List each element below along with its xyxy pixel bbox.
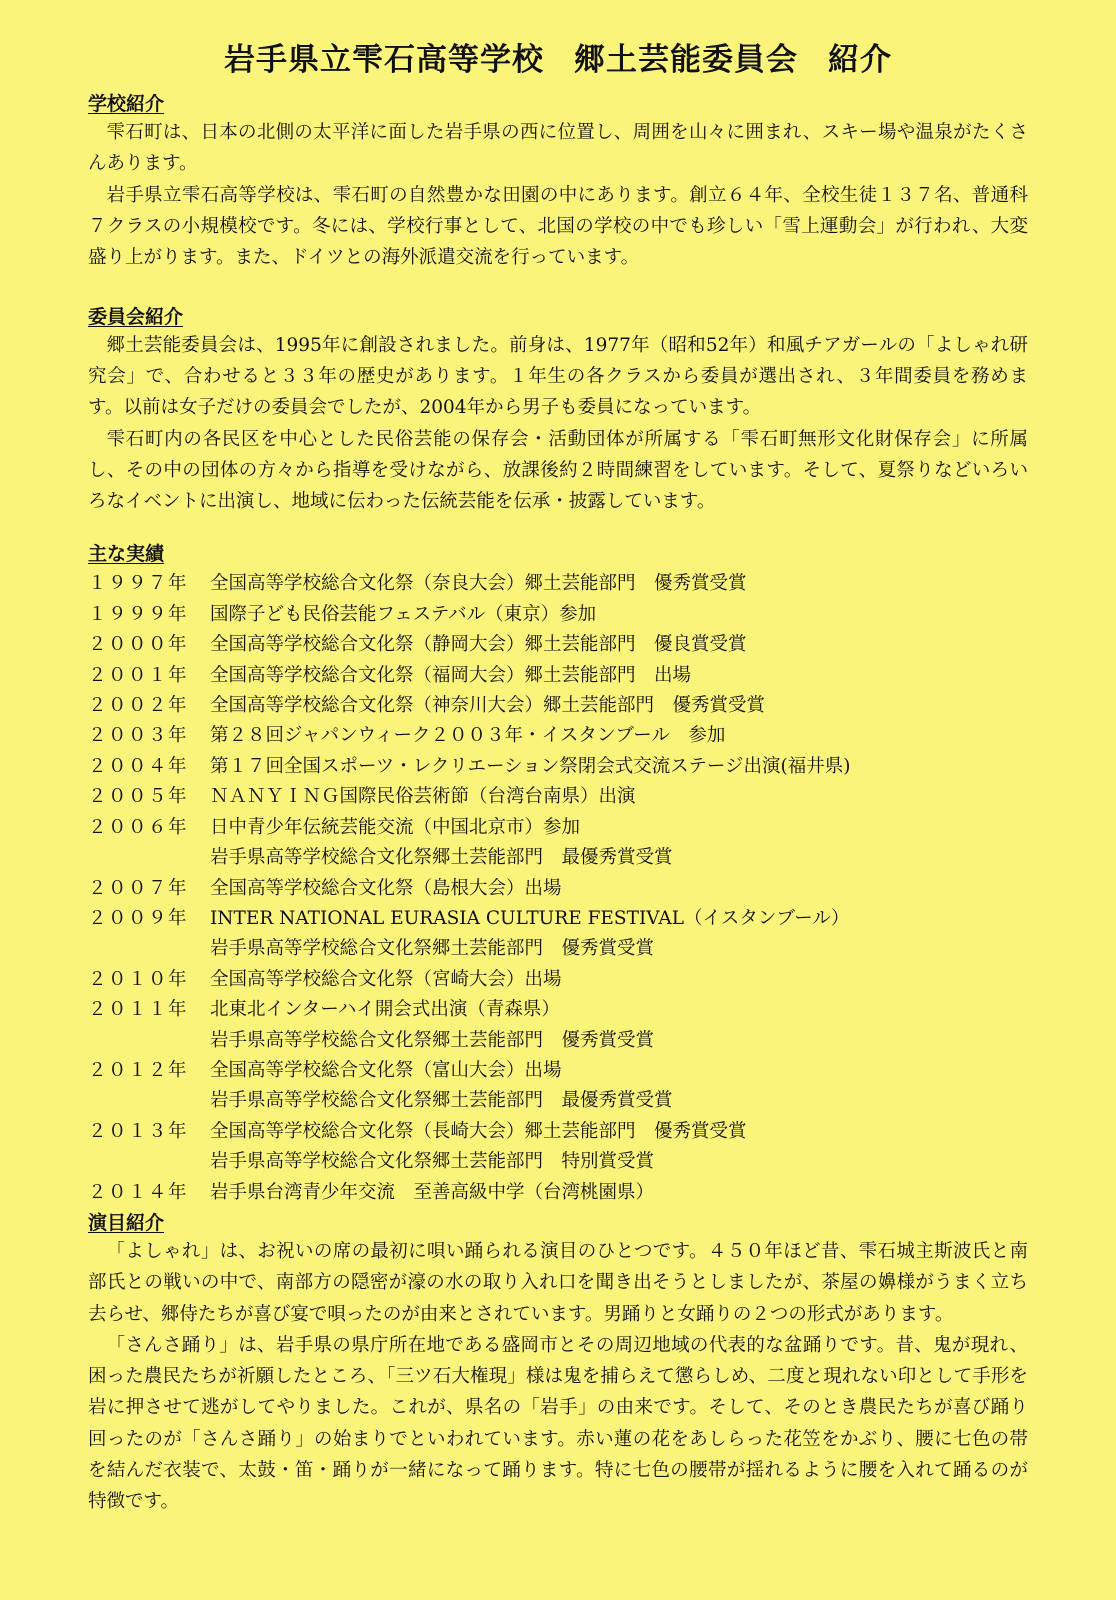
achievement-event: 岩手県高等学校総合文化祭郷土芸能部門 優秀賞受賞 [210, 938, 655, 960]
achievement-row [88, 782, 1028, 812]
achievement-year: ２０１３年 [88, 1120, 189, 1142]
achievement-row [88, 965, 1028, 995]
achievement-year: ２００６年 [88, 816, 189, 838]
achievement-year [88, 934, 210, 964]
document-title [88, 0, 1028, 79]
achievement-event: 岩手県高等学校総合文化祭郷土芸能部門 特別賞受賞 [210, 1151, 655, 1173]
achievement-event: 国際子ども民俗芸能フェステバル（東京）参加 [210, 603, 597, 625]
committee-paragraph: 雫石町内の各民区を中心とした民俗芸能の保存会・活動団体が所属する「雫石町無形文化財保存会」に所属し、その中の団体の方々から指導を受けながら、放課後約２時間練習をしています。そして、夏祭りなどいろいろなイベントに出演し、地域に伝わった伝統芸能を伝承・披露しています。 [88, 428, 1028, 513]
achievement-row [88, 1026, 1028, 1056]
achievement-year: ２００２年 [88, 695, 189, 717]
achievement-row [88, 874, 1028, 904]
achievement-event: ＮＡＮＹＩＮＧ国際民俗芸術節（台湾台南県）出演 [210, 786, 636, 808]
committee-paragraph: 郷土芸能委員会は、1995年に創設されました。前身は、1977年（昭和52年）和風チアガールの「よしゃれ研究会」で、合わせると３３年の歴史があります。１年生の各クラスから委員が選出され、３年間委員を務めます。以前は女子だけの委員会でしたが、2004年から男子も委員になっています。 [88, 334, 1028, 419]
achievement-year: １９９９年 [88, 603, 189, 625]
achievement-row [88, 904, 1028, 934]
achievement-year: ２００５年 [88, 786, 189, 808]
performances-paragraph: 「よしゃれ」は、お祝いの席の最初に唄い踊られる演目のひとつです。４５０年ほど昔、雫石城主斯波氏と南部氏との戦いの中で、南部方の隠密が濠の水の取り入れ口を聞き出そうとしましたが、茶屋の嬶様がうまく立ち去らせ、郷侍たちが喜び宴で唄ったのが由来とされています。男踊りと女踊りの２つの形式があります。 [88, 1240, 1028, 1325]
school-paragraph: 雫石町は、日本の北側の太平洋に面した岩手県の西に位置し、周囲を山々に囲まれ、スキー場や温泉がたくさんあります。 [88, 122, 1028, 175]
achievement-year: ２００３年 [88, 725, 189, 747]
achievement-event: 全国高等学校総合文化祭（富山大会）出場 [210, 1059, 562, 1081]
achievement-row [88, 934, 1028, 964]
achievement-row [88, 661, 1028, 691]
school-paragraph: 岩手県立雫石高等学校は、雫石町の自然豊かな田園の中にあります。創立６４年、全校生徒１３７名、普通科７クラスの小規模校です。冬には、学校行事として、北国の学校の中でも珍しい「雪上運動会」が行われ、大変盛り上がります。また、ドイツとの海外派遣交流を行っています。 [88, 184, 1028, 269]
achievement-row [88, 1056, 1028, 1086]
achievement-event: 全国高等学校総合文化祭（奈良大会）郷土芸能部門 優秀賞受賞 [210, 573, 747, 595]
achievement-year: ２０００年 [88, 634, 189, 656]
achievement-row [88, 1147, 1028, 1177]
achievement-event: 全国高等学校総合文化祭（静岡大会）郷土芸能部門 優良賞受賞 [210, 634, 747, 656]
achievement-year: ２０１１年 [88, 999, 189, 1021]
performances-paragraph: 「さんさ踊り」は、岩手県の県庁所在地である盛岡市とその周辺地域の代表的な盆踊りです。昔、鬼が現れ、困った農民たちが祈願したところ、「三ツ石大権現」様は鬼を捕らえて懲らしめ、二度と現れない印として手形を岩に押させて逃がしてやりました。これが、県名の「岩手」の由来です。そして、そのとき農民たちが喜び踊り回ったのが「さんさ踊り」の始まりでといわれています。赤い蓮の花をあしらった花笠をかぶり、腰に七色の帯を結んだ衣装で、太鼓・笛・踊りが一緒になって踊ります。特に七色の腰帯が揺れるように腰を入れて踊るのが特徴です。 [88, 1334, 1028, 1513]
achievement-year: ２００７年 [88, 877, 189, 899]
achievement-row [88, 691, 1028, 721]
achievements-list [88, 569, 1028, 1208]
achievement-event: 第１７回全国スポーツ・レクリエーション祭閉会式交流ステージ出演(福井県) [210, 755, 851, 777]
achievements-heading: 主な実績 [88, 543, 165, 566]
achievement-row [88, 813, 1028, 843]
school-section [88, 91, 1028, 273]
achievement-row [88, 721, 1028, 751]
achievement-event: 日中青少年伝統芸能交流（中国北京市）参加 [210, 816, 581, 838]
achievement-year [88, 1026, 210, 1056]
achievement-year: ２００１年 [88, 664, 189, 686]
achievement-event: 岩手県高等学校総合文化祭郷土芸能部門 最優秀賞受賞 [210, 847, 673, 869]
achievement-event: 北東北インターハイ開会式出演（青森県） [210, 999, 560, 1021]
achievement-row [88, 1086, 1028, 1116]
achievement-row [88, 752, 1028, 782]
achievement-year: ２００９年 [88, 907, 189, 929]
achievement-event: 岩手県高等学校総合文化祭郷土芸能部門 最優秀賞受賞 [210, 1090, 673, 1112]
school-heading: 学校紹介 [88, 93, 165, 116]
performances-section [88, 1210, 1028, 1518]
achievement-event: 岩手県台湾青少年交流 至善高級中学（台湾桃園県） [210, 1181, 655, 1203]
achievement-year: ２０１４年 [88, 1181, 189, 1203]
achievement-year: ２０１０年 [88, 968, 189, 990]
committee-heading: 委員会紹介 [88, 305, 184, 328]
achievement-year: １９９７年 [88, 573, 189, 595]
achievement-row [88, 630, 1028, 660]
achievement-event: INTER NATIONAL EURASIA CULTURE FESTIVAL（イスタンブール） [210, 907, 850, 929]
achievement-row [88, 1178, 1028, 1208]
achievement-year [88, 843, 210, 873]
achievement-year: ２０１２年 [88, 1059, 189, 1081]
achievement-event: 全国高等学校総合文化祭（神奈川大会）郷土芸能部門 優秀賞受賞 [210, 695, 766, 717]
achievement-year [88, 1147, 210, 1177]
achievement-event: 全国高等学校総合文化祭（長崎大会）郷土芸能部門 優秀賞受賞 [210, 1120, 747, 1142]
achievement-year: ２００４年 [88, 755, 189, 777]
achievement-event: 全国高等学校総合文化祭（島根大会）出場 [210, 877, 562, 899]
achievement-event: 全国高等学校総合文化祭（福岡大会）郷土芸能部門 出場 [210, 664, 692, 686]
achievement-row [88, 600, 1028, 630]
title-intro: 紹介 [828, 42, 892, 78]
achievement-row [88, 1117, 1028, 1147]
achievement-event: 第２８回ジャパンウィーク２００３年・イスタンブール 参加 [210, 725, 726, 747]
achievement-event: 全国高等学校総合文化祭（宮崎大会）出場 [210, 968, 562, 990]
achievement-row [88, 995, 1028, 1025]
achievement-year [88, 1086, 210, 1116]
achievements-section [88, 541, 1028, 1208]
title-committee: 郷土芸能委員会 [574, 42, 798, 78]
performances-heading: 演目紹介 [88, 1211, 165, 1234]
achievement-event: 岩手県高等学校総合文化祭郷土芸能部門 優秀賞受賞 [210, 1029, 655, 1051]
achievement-row [88, 569, 1028, 599]
committee-section [88, 304, 1028, 518]
title-school: 岩手県立雫石高等学校 [224, 42, 544, 78]
achievement-row [88, 843, 1028, 873]
